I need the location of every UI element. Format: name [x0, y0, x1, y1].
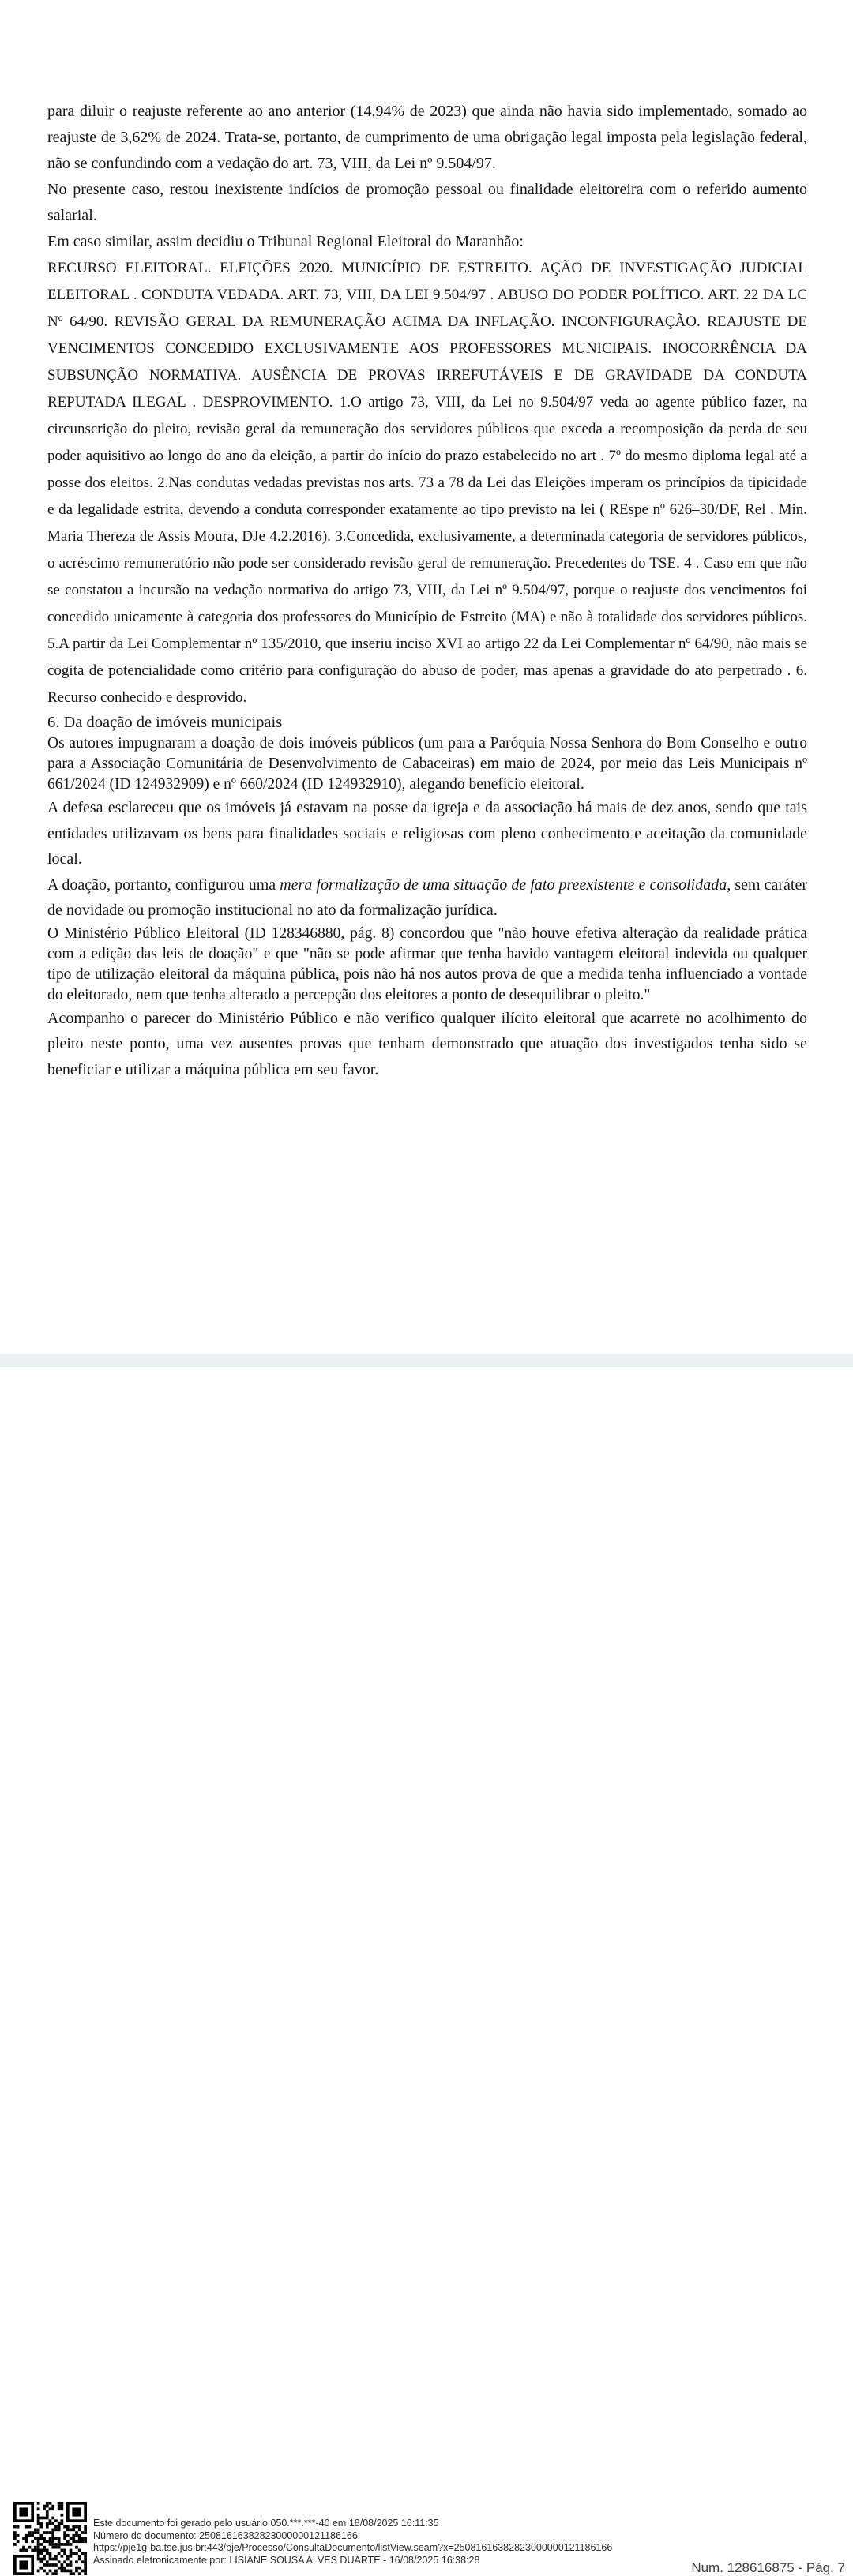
paragraph-reajuste: para diluir o reajuste referente ao ano anterior (14,94% de 2023) que ainda não havia sido implementado, somado ao reajuste de 3,62% de 2024. Trata-se, portanto, de cumprimento de uma obrigação legal imposta pela legislação federal, não se confundindo com a vedação do art. 73, VIII, da Lei nº 9.504/97.: [47, 103, 807, 172]
paragraph-doacao-prefix: A doação, portanto, configurou uma: [47, 876, 280, 894]
paragraph-doacao-italic: mera formalização de uma situação de fato preexistente e consolidada: [280, 876, 727, 894]
document-footer: [0, 1241, 853, 2575]
paragraph-doacao-formalizacao: [47, 872, 807, 924]
paragraph-acompanho-parecer: Acompanho o parecer do Ministério Público e não verifico qualquer ilícito eleitoral que acarrete no acolhimento do pleito neste ponto, uma vez ausentes provas que tenham demonstrado que atuação dos investigados tenha sido se beneficiar e utilizar a máquina pública em seu favor.: [47, 1009, 807, 1078]
paragraph-doacao-suffix: , sem caráter de novidade ou promoção institucional no ato da formalização jurídica.: [47, 876, 807, 919]
paragraph-autores-impugnaram: Os autores impugnaram a doação de dois imóveis públicos (um para a Paróquia Nossa Senhora do Bom Conselho e outro para a Associação Comunitária de Desenvolvimento de Cabaceiras) em maio de 2024, por meio das Leis Municipais nº 661/2024 (ID 124932909) e nº 660/2024 (ID 124932910), alegando benefício eleitoral.: [47, 735, 807, 793]
citation-block-tre-ma: RECURSO ELEITORAL. ELEIÇÕES 2020. MUNICÍPIO DE ESTREITO. AÇÃO DE INVESTIGAÇÃO JUDICIAL ELEITORAL . CONDUTA VEDADA. ART. 73, VIII, DA LEI 9.504/97 . ABUSO DO PODER POLÍTICO. ART. 22 DA LC Nº 64/90. REVISÃO GERAL DA REMUNERAÇÃO ACIMA DA INFLAÇÃO. INCONFIGURAÇÃO. REAJUSTE DE VENCIMENTOS CONCEDIDO EXCLUSIVAMENTE AOS PROFESSORES MUNICIPAIS. INOCORRÊNCIA DA SUBSUNÇÃO NORMATIVA. AUSÊNCIA DE PROVAS IRREFUTÁVEIS E DE GRAVIDADE DA CONDUTA REPUTADA ILEGAL . DESPROVIMENTO. 1.O artigo 73, VIII, da Lei no 9.504/97 veda ao agente público fazer, na circunscrição do pleito, revisão geral da remuneração dos servidores públicos que exceda a recomposição da perda de seu poder aquisitivo ao longo do ano da eleição, a partir do início do prazo estabelecido no art . 7º do mesmo diploma legal até a posse dos eleitos. 2.Nas condutas vedadas previstas nos arts. 73 a 78 da Lei das Eleições imperam os princípios da tipicidade e da legalidade estrita, devendo a conduta corresponder exatamente ao tipo previsto na lei ( REspe nº 626–30/DF, Rel . Min. Maria Thereza de Assis Moura, DJe 4.2.2016). 3.Concedida, exclusivamente, a determinada categoria de servidores públicos, o acréscimo remuneratório não pode ser considerado revisão geral de remuneração. Precedentes do TSE. 4 . Caso em que não se constatou a incursão na vedação normativa do artigo 73, VIII, da Lei nº 9.504/97, porque o reajuste dos vencimentos foi concedido unicamente à categoria dos professores do Município de Estreito (MA) e não à totalidade dos servidores públicos. 5.A partir da Lei Complementar nº 135/2010, que inseriu inciso XVI ao artigo 22 da Lei Complementar nº 64/90, não mais se cogita de potencialidade como critério para configuração do abuso de poder, mas apenas a gravidade do ato perpetrado . 6. Recurso conhecido e desprovido.: [47, 260, 807, 706]
paragraph-presente-caso: No presente caso, restou inexistente indícios de promoção pessoal ou finalidade eleitoreira com o referido aumento salarial.: [47, 181, 807, 224]
paragraph-ministerio-publico: O Ministério Público Eleitoral (ID 128346880, pág. 8) concordou que "não houve efetiva alteração da realidade prática com a edição das leis de doação" e que "não se pode afirmar que tenha havido vantagem eleitoral indevida ou qualquer tipo de utilização eleitoral da máquina pública, pois não há nos autos prova de que a medida tenha influenciado a vontade do eleitorado, nem que tenha alterado a percepção dos eleitores a ponto de desequilibrar o pleito.": [47, 924, 807, 1003]
document-body: [47, 99, 807, 1082]
footer-document-url: https://pje1g-ba.tse.jus.br:443/pje/Processo/ConsultaDocumento/listView.seam?x=25081616382823000000121186166: [93, 2542, 613, 2553]
qr-code-icon: [13, 2502, 87, 2575]
paragraph-caso-similar: Em caso similar, assim decidiu o Tribunal Regional Eleitoral do Maranhão:: [47, 233, 524, 250]
footer-metadata: [93, 2518, 612, 2567]
section-heading-doacao: 6. Da doação de imóveis municipais: [47, 714, 283, 731]
footer-generated-by: Este documento foi gerado pelo usuário 050.***.***-40 em 18/08/2025 16:11:35: [93, 2518, 439, 2529]
bottom-separator-bar: [0, 1354, 853, 1367]
paragraph-defesa: A defesa esclareceu que os imóveis já estavam na posse da igreja e da associação há mais de dez anos, sendo que tais entidades utilizavam os bens para finalidades sociais e religiosas com pleno conhecimento e aceitação da comunidade local.: [47, 799, 807, 868]
footer-document-number: Número do documento: 25081616382823000000121186166: [93, 2529, 358, 2541]
footer-signed-by: Assinado eletronicamente por: LISIANE SOUSA ALVES DUARTE - 16/08/2025 16:38:28: [93, 2554, 480, 2566]
page-number-label: Num. 128616875 - Pág. 7: [691, 2560, 845, 2575]
